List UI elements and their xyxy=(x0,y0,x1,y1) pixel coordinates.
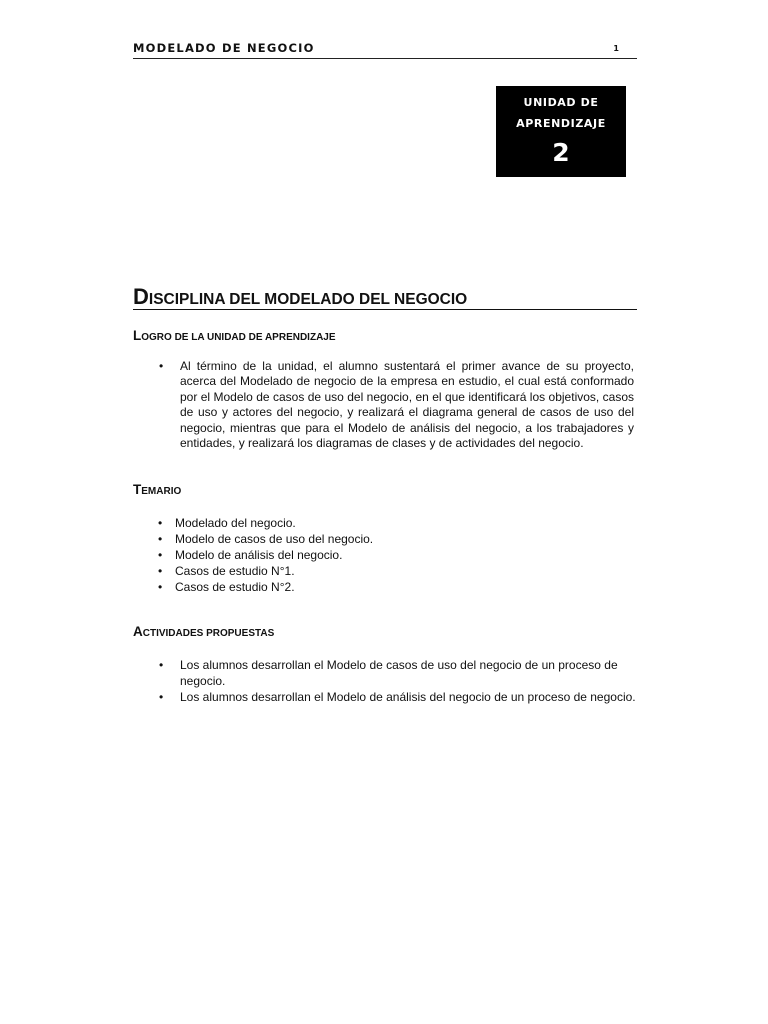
page-header xyxy=(133,40,637,59)
actividades-heading: ACTIVIDADES PROPUESTAS xyxy=(133,624,275,639)
header-title: MODELADO DE NEGOCIO xyxy=(133,41,315,55)
main-title: DISCIPLINA DEL MODELADO DEL NEGOCIO xyxy=(133,284,637,310)
logro-list xyxy=(180,359,634,451)
unit-label-line2: APRENDIZAJE xyxy=(516,117,606,130)
list-item: • Los alumnos desarrollan el Modelo de análisis del negocio de un proceso de negocio. xyxy=(180,690,640,706)
unit-box xyxy=(496,86,626,177)
list-item: • Los alumnos desarrollan el Modelo de casos de uso del negocio de un proceso de negocio. xyxy=(180,658,640,689)
list-item: • Casos de estudio N°1. xyxy=(175,563,635,579)
list-item: • Casos de estudio N°2. xyxy=(175,579,635,595)
list-item: • Modelo de casos de uso del negocio. xyxy=(175,531,635,547)
unit-number: 2 xyxy=(552,138,570,167)
temario-list xyxy=(175,515,635,595)
list-item: • Modelo de análisis del negocio. xyxy=(175,547,635,563)
unit-label-line1: UNIDAD DE xyxy=(523,96,599,109)
page-number: 1 xyxy=(613,44,619,53)
list-item: • Al término de la unidad, el alumno sustentará el primer avance de su proyecto, acerca del Modelado de negocio de la empresa en estudio, el cual está conformado por el Modelo de casos de uso del negocio, en el que identificará los objetivos, casos de uso y actores del negocio, y realizará el diagrama general de casos de uso del negocio, mientras que para el Modelo de análisis del negocio, a los trabajadores y entidades, y realizará los diagramas de clases y de actividades del negocio. xyxy=(180,359,634,451)
actividades-list xyxy=(180,658,640,707)
logro-heading: LOGRO DE LA UNIDAD DE APRENDIZAJE xyxy=(133,328,336,343)
list-item: • Modelado del negocio. xyxy=(175,515,635,531)
temario-heading: TEMARIO xyxy=(133,482,182,497)
